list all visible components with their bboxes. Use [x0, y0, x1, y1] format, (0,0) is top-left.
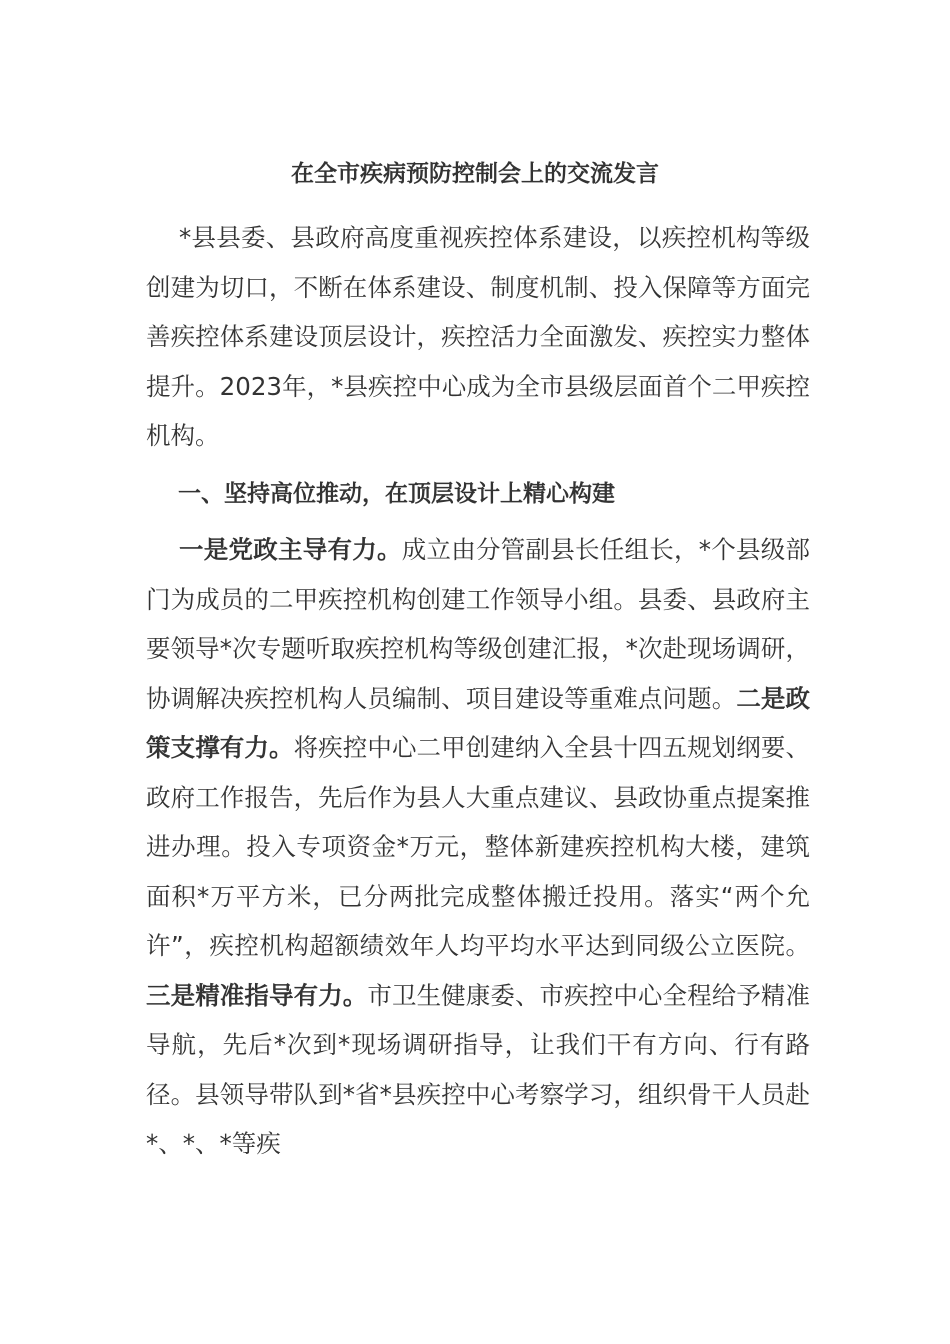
lead-sentence: 一是党政主导有力。 [179, 535, 402, 564]
intro-paragraph: *县县委、县政府高度重视疾控体系建设，以疾控机构等级创建为切口，不断在体系建设、制度机制、投入保障等方面完善疾控体系建设顶层设计，疾控活力全面激发、疾控实力整体提升。2023年，*县疾控中心成为全市县级层面首个二甲疾控机构。 [146, 223, 810, 450]
lead-sentence: 三是精准指导有力。 [146, 980, 368, 1010]
paragraph-text: 成立由分管副县长任组长，*个县级部门为成员的二甲疾控机构创建工作领导小组。县委、县政府主要领导*次专题听取疾控机构等级创建汇报，*次赴现场调研，协调解决疾控机构人员编制、项目建设等重难点问题。 [146, 535, 810, 713]
document-title: 在全市疾病预防控制会上的交流发言 [291, 161, 659, 187]
lead-sentence: 二是政策支撑有力。 [146, 683, 811, 762]
section-paragraph [146, 525, 810, 1169]
section-heading: 一、坚持高位推动，在顶层设计上精心构建 [178, 481, 615, 507]
paragraph-text: 将疾控中心二甲创建纳入全县十四五规划纲要、政府工作报告，先后作为县人大重点建议、县政协重点提案推进办理。投入专项资金*万元，整体新建疾控机构大楼，建筑面积*万平方米，已分两批完成整体搬迁投用。落实“两个允许”，疾控机构超额绩效年人均平均水平达到同级公立医院。 [146, 733, 810, 960]
paragraph-text: 市卫生健康委、市疾控中心全程给予精准导航，先后*次到*现场调研指导，让我们干有方向、行有路径。县领导带队到*省*县疾控中心考察学习，组织骨干人员赴*、*、*等疾 [146, 980, 811, 1158]
